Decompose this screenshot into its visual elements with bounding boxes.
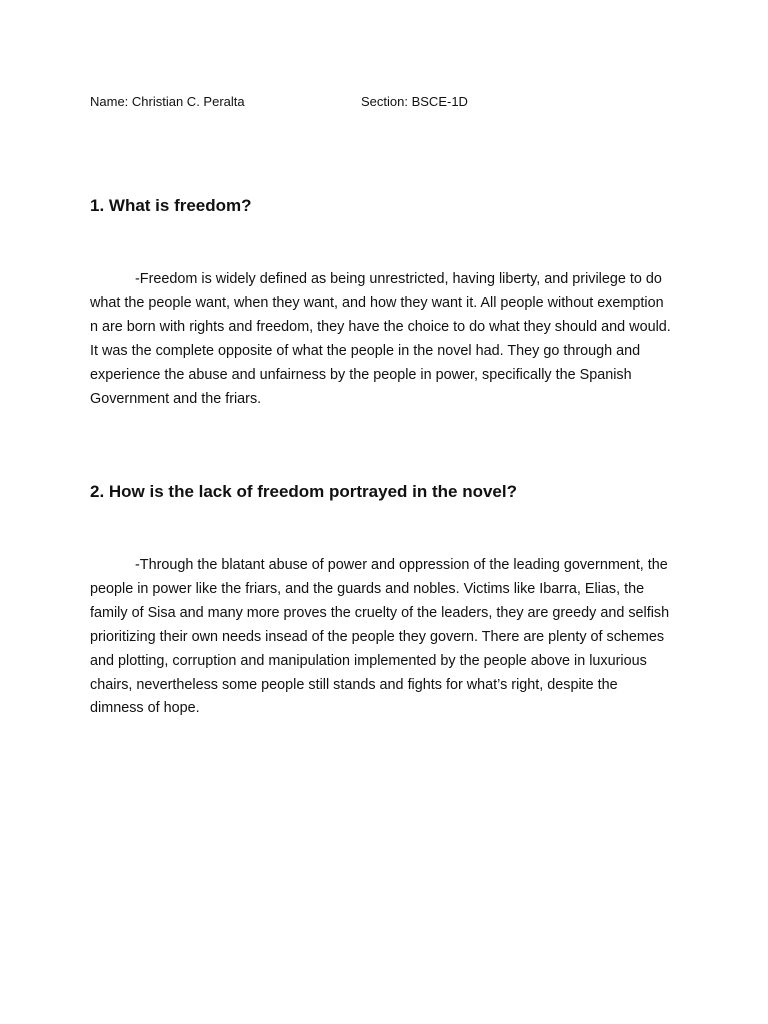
document-header xyxy=(90,94,690,112)
question-heading-2: 2. How is the lack of freedom portrayed in the novel? xyxy=(90,482,517,501)
student-section: Section: BSCE-1D xyxy=(361,94,468,109)
answer-paragraph-2: -Through the blatant abuse of power and oppression of the leading government, the people in power like the friars, and the guards and nobles. Victims like Ibarra, Elias, the family of Sisa and many more proves the cruelty of the leaders, they are greedy and selfish prioritizing their own needs insead of the people they govern. There are plenty of schemes and plotting, corruption and manipulation implemented by the people above in luxurious chairs, nevertheless some people still stands and fights for what’s right, despite the dimness of hope. xyxy=(90,557,670,717)
answer-paragraph-1: -Freedom is widely defined as being unrestricted, having liberty, and privilege to do what the people want, when they want, and how they want it. All people without exemption n are born with rights and freedom, they have the choice to do what they should and would. It was the complete opposite of what the people in the novel had. They go through and experience the abuse and unfairness by the people in power, specifically the Spanish Government and the friars. xyxy=(90,271,671,407)
student-name: Name: Christian C. Peralta xyxy=(90,94,245,109)
question-heading-1: 1. What is freedom? xyxy=(90,196,252,215)
